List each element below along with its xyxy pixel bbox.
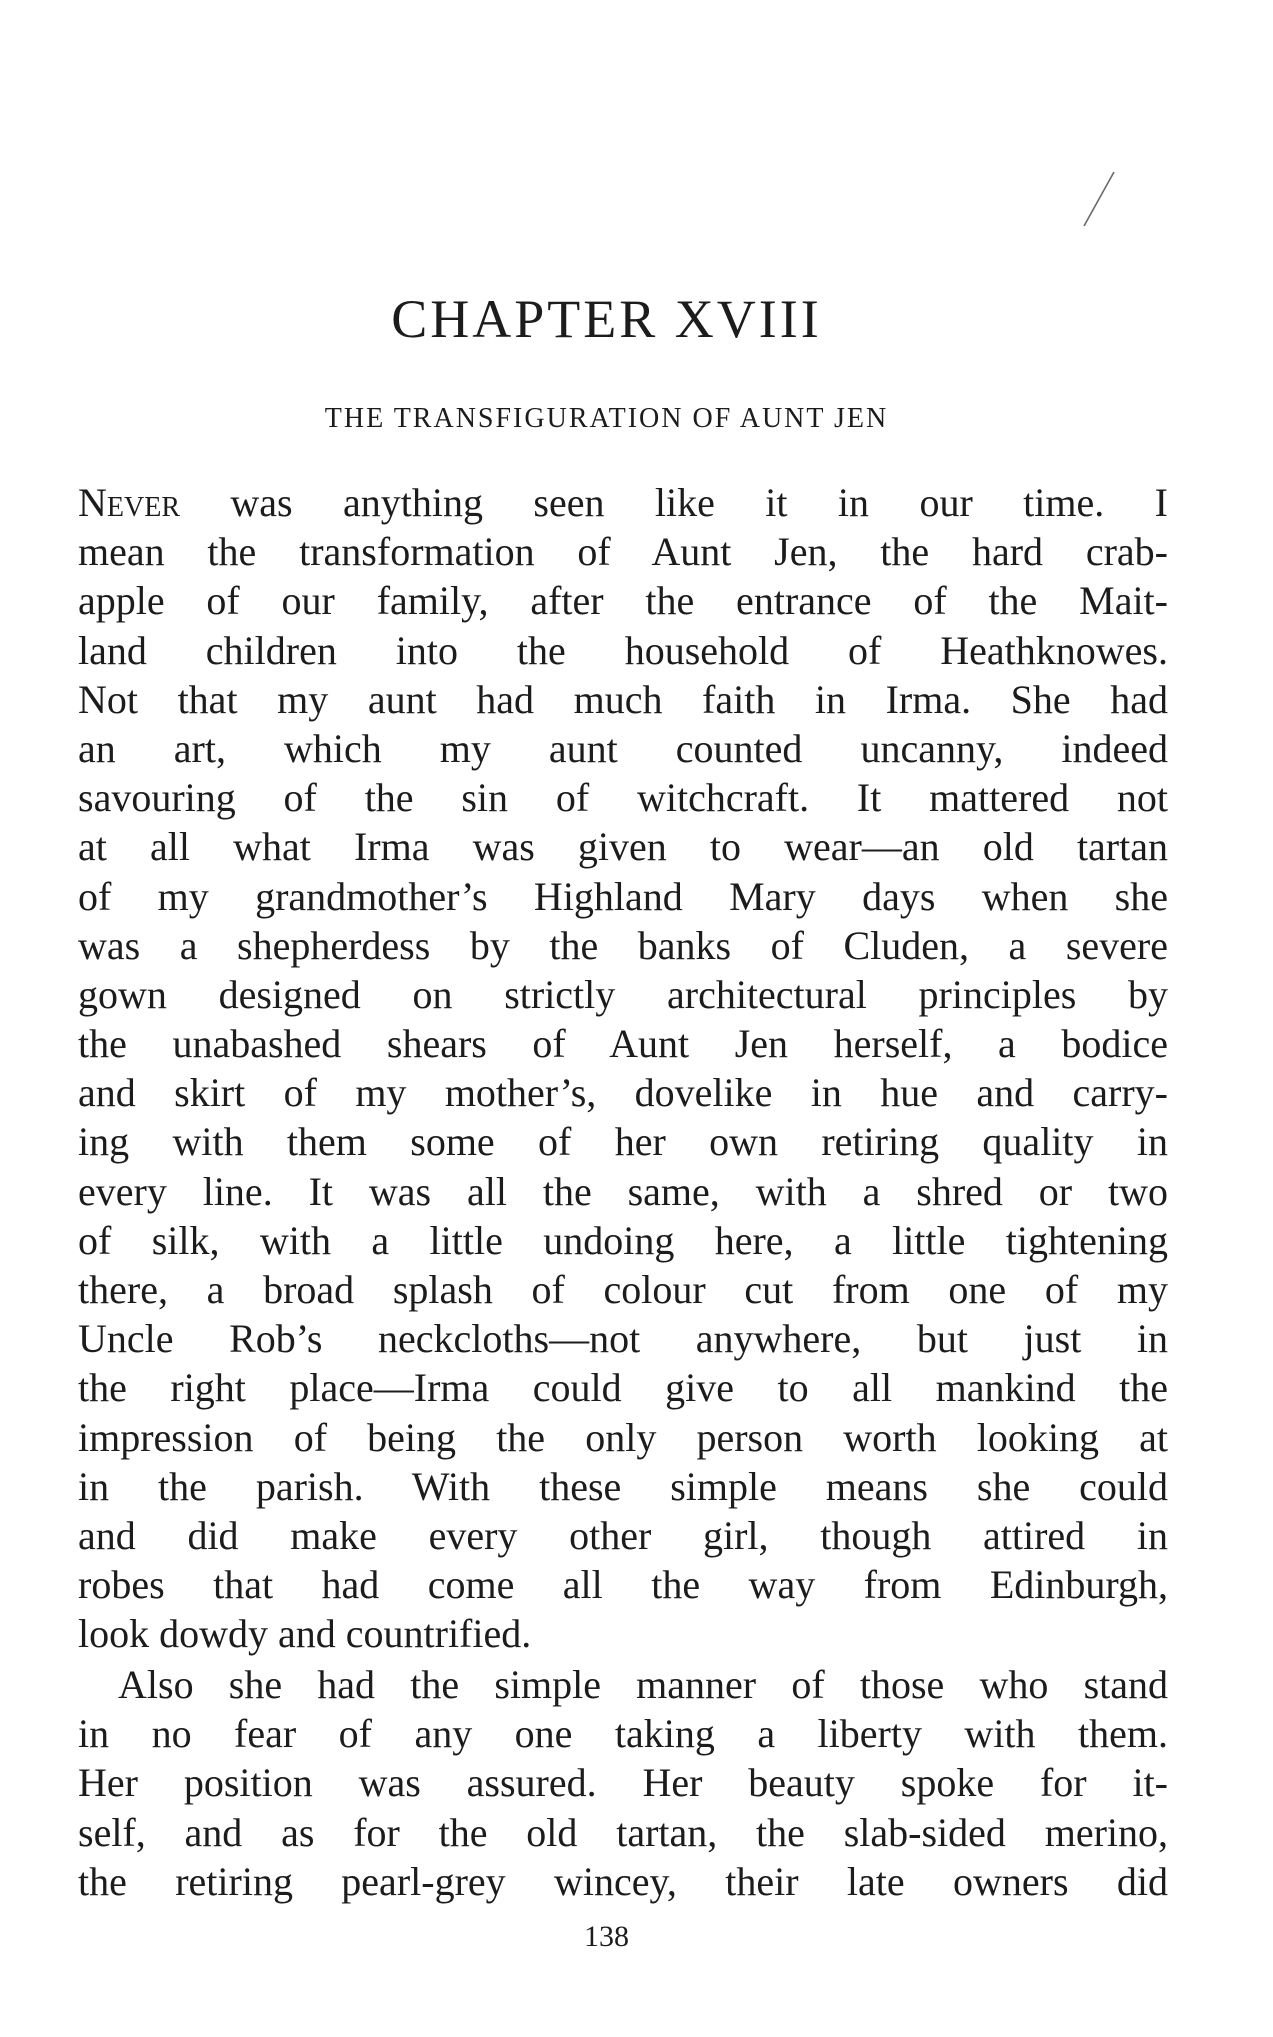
text-line: look dowdy and countrified. bbox=[78, 1611, 532, 1657]
text-line: land children into the household of Heathknowes. bbox=[78, 627, 1168, 673]
text-line: in no fear of any one taking a liberty with them. bbox=[78, 1711, 1168, 1757]
text-line: and did make every other girl, though attired in bbox=[78, 1512, 1168, 1558]
text-line: there, a broad splash of colour cut from one of my bbox=[78, 1267, 1168, 1312]
text-line: every line. It was all the same, with a shred or two bbox=[78, 1168, 1168, 1214]
text-line: Uncle Rob’s neckcloths—not anywhere, but just in bbox=[78, 1316, 1168, 1362]
page-number: 138 bbox=[584, 1920, 629, 1953]
text-line: Never was anything seen like it in our time. I bbox=[78, 480, 1168, 525]
text-line: of my grandmother’s Highland Mary days when she bbox=[78, 873, 1168, 919]
text-line: the retiring pearl-grey wincey, their late owners did bbox=[78, 1858, 1168, 1904]
text-line: robes that had come all the way from Edinburgh, bbox=[78, 1562, 1168, 1608]
text-line: Also she had the simple manner of those who stand bbox=[118, 1662, 1168, 1707]
text-line: apple of our family, after the entrance of the Mait- bbox=[78, 578, 1168, 624]
text-line: gown designed on strictly architectural principles by bbox=[78, 971, 1168, 1017]
text-line: an art, which my aunt counted uncanny, indeed bbox=[78, 725, 1168, 771]
text-line: impression of being the only person worth looking at bbox=[78, 1414, 1168, 1460]
text-line: ing with them some of her own retiring quality in bbox=[78, 1119, 1168, 1165]
pencil-mark bbox=[1078, 170, 1118, 230]
paragraph-1 bbox=[78, 478, 1168, 1659]
text-line: and skirt of my mother’s, dovelike in hue and carry- bbox=[78, 1070, 1168, 1116]
text-line: Not that my aunt had much faith in Irma. She had bbox=[78, 676, 1168, 722]
paragraph-lead-word: Never bbox=[78, 480, 180, 525]
paragraph-2 bbox=[78, 1660, 1168, 1906]
chapter-title: CHAPTER XVIII bbox=[391, 289, 822, 349]
chapter-subtitle: THE TRANSFIGURATION OF AUNT JEN bbox=[324, 403, 889, 434]
text-line: the right place—Irma could give to all mankind the bbox=[78, 1365, 1168, 1411]
text-line: of silk, with a little undoing here, a little tightening bbox=[78, 1217, 1168, 1263]
text-line: Her position was assured. Her beauty spoke for it- bbox=[78, 1760, 1168, 1806]
text-line: was a shepherdess by the banks of Cluden, a severe bbox=[78, 922, 1168, 968]
text-line: mean the transformation of Aunt Jen, the hard crab- bbox=[78, 529, 1168, 575]
text-line: in the parish. With these simple means she could bbox=[78, 1463, 1168, 1509]
text-line: self, and as for the old tartan, the slab-sided merino, bbox=[78, 1809, 1168, 1855]
text-line: savouring of the sin of witchcraft. It mattered not bbox=[78, 775, 1168, 821]
text-line: at all what Irma was given to wear—an old tartan bbox=[78, 824, 1168, 870]
text-line: the unabashed shears of Aunt Jen herself, a bodice bbox=[78, 1021, 1168, 1067]
